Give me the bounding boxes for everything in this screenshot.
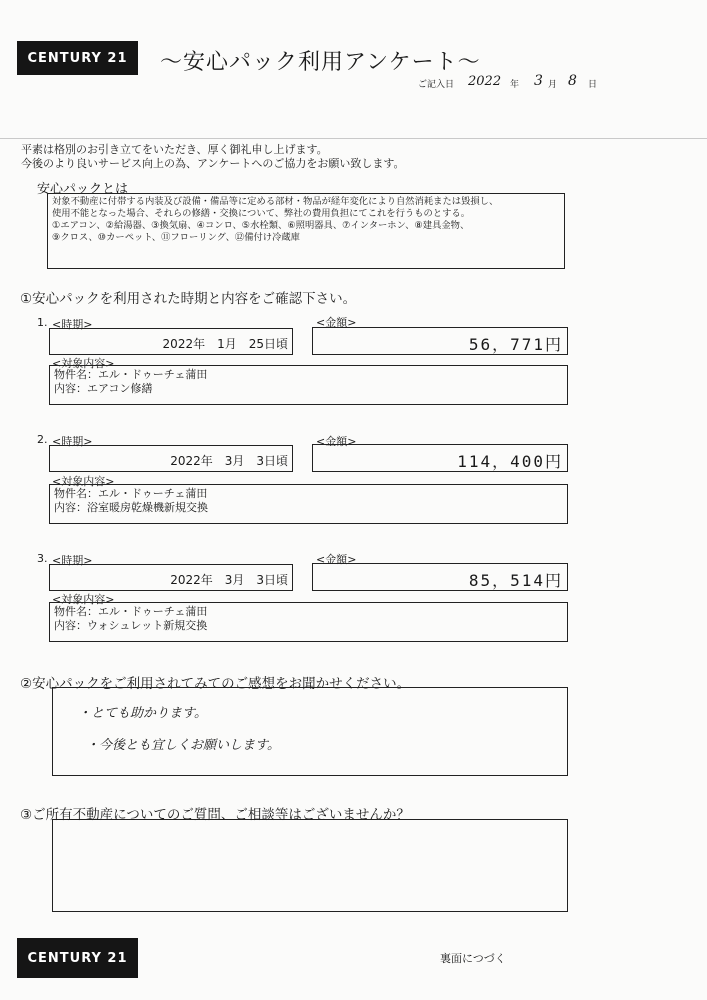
date-year-unit: 年 — [510, 80, 520, 90]
content-label: <対象内容> — [52, 593, 115, 606]
about-heading: 安心パックとは — [37, 182, 129, 197]
amount-label: <金額> — [316, 553, 357, 566]
entry-1-content: 内容：エアコン修繕 — [54, 382, 153, 395]
entry-1-period: 2022年 1月 25日頃 — [162, 337, 288, 351]
century21-footer-logo: CENTURY 21 — [17, 938, 138, 978]
divider — [0, 138, 707, 139]
date-label: ご記入日 — [418, 80, 455, 90]
date-day-unit: 日 — [588, 80, 598, 90]
period-label: <時期> — [52, 435, 93, 448]
answer-2-line-1: ・とても助かります。 — [78, 706, 207, 721]
about-line-1: 対象不動産に付帯する内装及び設備・備品等に定める部材・物品が経年変化により自然消耗または毀損し、 — [52, 196, 499, 207]
question-3-answer-box[interactable] — [52, 819, 568, 912]
page-title: ～安心パック利用アンケート～ — [160, 50, 481, 75]
entry-2-content: 内容：浴室暖房乾燥機新規交換 — [54, 501, 208, 514]
entry-2-amount-box — [312, 444, 568, 472]
entry-1-amount: 56，771円 — [468, 335, 563, 354]
entry-3-amount: 85，514円 — [468, 571, 563, 590]
entry-1-period-box — [49, 328, 293, 355]
entry-2-content-box — [49, 484, 568, 524]
about-line-3: ①エアコン、②給湯器、③換気扇、④コンロ、⑤水栓類、⑥照明器具、⑦インターホン、⑧建具金物、 — [52, 220, 470, 231]
entry-3-period: 2022年 3月 3日頃 — [170, 573, 288, 587]
entry-2-amount: 114，400円 — [457, 452, 563, 471]
entry-3-number: 3. — [37, 552, 48, 565]
entry-2-property: 物件名：エル・ドゥーチェ蒲田 — [54, 487, 208, 500]
entry-3-period-box — [49, 564, 293, 591]
date-day: 8 — [568, 73, 577, 89]
period-label: <時期> — [52, 554, 93, 567]
intro-line-2: 今後のより良いサービス向上の為、アンケートへのご協力をお願い致します。 — [21, 157, 405, 170]
entry-3-content-box — [49, 602, 568, 642]
entry-2-number: 2. — [37, 433, 48, 446]
period-label: <時期> — [52, 318, 93, 331]
question-3-heading: ③ご所有不動産についてのご質問、ご相談等はございませんか？ — [20, 807, 410, 823]
amount-label: <金額> — [316, 316, 357, 329]
date-month: 3 — [534, 73, 543, 89]
intro-line-1: 平素は格別のお引き立てをいただき、厚く御礼申し上げます。 — [21, 143, 328, 156]
date-month-unit: 月 — [548, 80, 558, 90]
century21-logo: CENTURY 21 — [17, 41, 138, 75]
entry-3-amount-box — [312, 563, 568, 591]
question-1-heading: ①安心パックを利用された時期と内容をご確認下さい。 — [20, 291, 357, 307]
content-label: <対象内容> — [52, 475, 115, 488]
entry-3-content: 内容：ウォシュレット新規交換 — [54, 619, 208, 632]
date-year: 2022 — [468, 74, 502, 89]
amount-label: <金額> — [316, 435, 357, 448]
entry-2-period: 2022年 3月 3日頃 — [170, 454, 288, 468]
entry-1-number: 1. — [37, 316, 48, 329]
entry-3-property: 物件名：エル・ドゥーチェ蒲田 — [54, 605, 208, 618]
entry-1-property: 物件名：エル・ドゥーチェ蒲田 — [54, 368, 208, 381]
continue-note: 裏面につづく — [440, 952, 506, 965]
entry-1-amount-box — [312, 327, 568, 355]
about-line-4: ⑨クロス、⑩カーペット、⑪フローリング、⑫備付け冷蔵庫 — [52, 232, 300, 243]
entry-2-period-box — [49, 445, 293, 472]
content-label: <対象内容> — [52, 357, 115, 370]
about-box — [47, 193, 565, 269]
about-line-2: 使用不能となった場合、それらの修繕・交換について、弊社の費用負担にてこれを行うものとする。 — [52, 208, 470, 219]
answer-2-line-2: ・今後とも宜しくお願いします。 — [86, 738, 280, 753]
question-2-answer-box[interactable] — [52, 687, 568, 776]
question-2-heading: ②安心パックをご利用されてみてのご感想をお聞かせください。 — [20, 676, 411, 692]
entry-1-content-box — [49, 365, 568, 405]
